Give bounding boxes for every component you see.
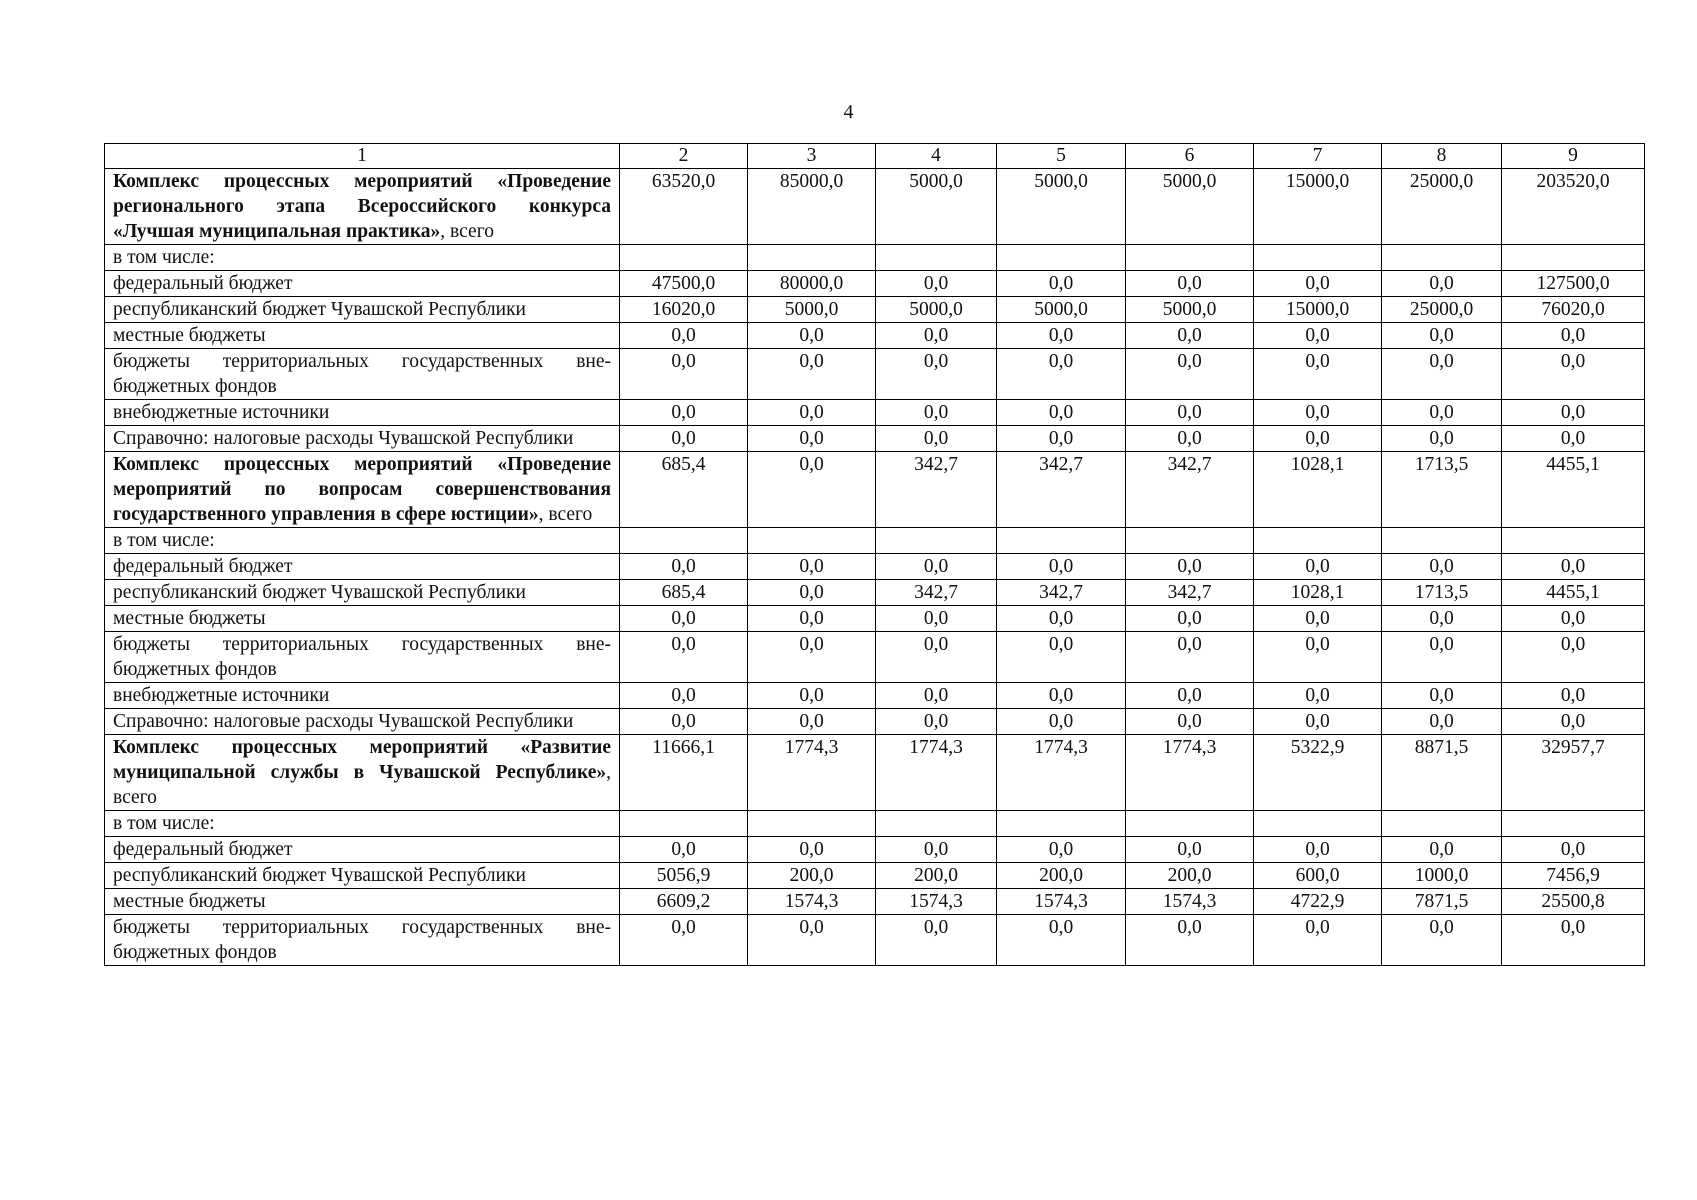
- value-cell: 4455,1: [1502, 580, 1645, 606]
- value-cell: 0,0: [620, 400, 748, 426]
- value-cell: 0,0: [748, 452, 876, 528]
- value-cell: 0,0: [1502, 683, 1645, 709]
- value-cell: 0,0: [1502, 426, 1645, 452]
- value-cell: 0,0: [876, 683, 997, 709]
- value-cell: 0,0: [1502, 554, 1645, 580]
- value-cell: 0,0: [1382, 632, 1502, 683]
- column-number-header-row: [105, 144, 1645, 169]
- value-cell: 0,0: [1254, 349, 1382, 400]
- value-cell: 0,0: [748, 400, 876, 426]
- including-label: в том числе:: [105, 528, 620, 554]
- budget-source-row: [105, 863, 1645, 889]
- section-title-suffix: , всего: [440, 221, 494, 242]
- value-cell: 0,0: [876, 606, 997, 632]
- value-cell: 200,0: [748, 863, 876, 889]
- value-cell: 0,0: [620, 323, 748, 349]
- value-cell: 0,0: [997, 709, 1126, 735]
- value-cell: 0,0: [876, 915, 997, 966]
- section-title-cell: [105, 169, 620, 245]
- value-cell: 5056,9: [620, 863, 748, 889]
- value-cell: 0,0: [1254, 915, 1382, 966]
- budget-source-label: федеральный бюджет: [105, 554, 620, 580]
- value-cell: 1028,1: [1254, 580, 1382, 606]
- value-cell: 0,0: [1126, 271, 1254, 297]
- value-cell: 0,0: [1502, 632, 1645, 683]
- value-cell: 0,0: [1254, 271, 1382, 297]
- value-cell: 0,0: [1126, 606, 1254, 632]
- budget-source-row: [105, 426, 1645, 452]
- section-title-cell: [105, 735, 620, 811]
- value-cell: 0,0: [620, 915, 748, 966]
- value-cell: 0,0: [748, 349, 876, 400]
- value-cell: 1713,5: [1382, 452, 1502, 528]
- section-total-row: [105, 452, 1645, 528]
- section-title: Комплекс процессных мероприятий «Проведение мероприятий по вопросам совершенствования государственного управления в сфере юстиции»: [113, 454, 611, 525]
- value-cell: 5000,0: [748, 297, 876, 323]
- value-cell: 7456,9: [1502, 863, 1645, 889]
- value-cell: 0,0: [1126, 632, 1254, 683]
- value-cell: 0,0: [748, 606, 876, 632]
- value-cell: 0,0: [748, 683, 876, 709]
- value-cell: 5000,0: [1126, 169, 1254, 245]
- budget-source-row: [105, 606, 1645, 632]
- value-cell: 342,7: [876, 580, 997, 606]
- budget-source-label: бюджеты территориальных государственных внебюджетных фондов: [105, 349, 620, 400]
- budget-source-row: [105, 889, 1645, 915]
- value-cell: 15000,0: [1254, 169, 1382, 245]
- value-cell: 0,0: [876, 349, 997, 400]
- empty-cell: [1254, 528, 1382, 554]
- value-cell: 0,0: [748, 580, 876, 606]
- value-cell: 0,0: [1126, 709, 1254, 735]
- value-cell: 0,0: [748, 837, 876, 863]
- column-number-header: 2: [620, 144, 748, 169]
- value-cell: 0,0: [1126, 554, 1254, 580]
- value-cell: 1574,3: [997, 889, 1126, 915]
- budget-source-row: [105, 554, 1645, 580]
- value-cell: 1774,3: [748, 735, 876, 811]
- including-row: [105, 245, 1645, 271]
- empty-cell: [748, 811, 876, 837]
- section-title-suffix: , всего: [113, 762, 611, 808]
- empty-cell: [748, 245, 876, 271]
- column-number-header: 5: [997, 144, 1126, 169]
- value-cell: 0,0: [1126, 426, 1254, 452]
- budget-source-label: местные бюджеты: [105, 889, 620, 915]
- value-cell: 0,0: [620, 837, 748, 863]
- value-cell: 127500,0: [1502, 271, 1645, 297]
- value-cell: 0,0: [1254, 426, 1382, 452]
- value-cell: 0,0: [997, 400, 1126, 426]
- value-cell: 0,0: [1126, 323, 1254, 349]
- value-cell: 1774,3: [1126, 735, 1254, 811]
- empty-cell: [997, 245, 1126, 271]
- budget-source-row: [105, 323, 1645, 349]
- value-cell: 0,0: [1382, 915, 1502, 966]
- value-cell: 1774,3: [997, 735, 1126, 811]
- value-cell: 200,0: [876, 863, 997, 889]
- value-cell: 600,0: [1254, 863, 1382, 889]
- value-cell: 0,0: [1382, 683, 1502, 709]
- value-cell: 5000,0: [876, 297, 997, 323]
- value-cell: 0,0: [876, 323, 997, 349]
- budget-source-label: федеральный бюджет: [105, 271, 620, 297]
- empty-cell: [1382, 528, 1502, 554]
- value-cell: 0,0: [620, 349, 748, 400]
- value-cell: 85000,0: [748, 169, 876, 245]
- value-cell: 0,0: [1382, 400, 1502, 426]
- value-cell: 0,0: [1126, 400, 1254, 426]
- section-title-cell: [105, 452, 620, 528]
- value-cell: 0,0: [997, 683, 1126, 709]
- budget-source-label: республиканский бюджет Чувашской Республики: [105, 297, 620, 323]
- value-cell: 16020,0: [620, 297, 748, 323]
- column-number-header: 8: [1382, 144, 1502, 169]
- value-cell: 1574,3: [1126, 889, 1254, 915]
- empty-cell: [1254, 245, 1382, 271]
- value-cell: 0,0: [876, 632, 997, 683]
- budget-source-label: федеральный бюджет: [105, 837, 620, 863]
- value-cell: 685,4: [620, 580, 748, 606]
- value-cell: 0,0: [997, 606, 1126, 632]
- budget-source-row: [105, 400, 1645, 426]
- value-cell: 342,7: [1126, 452, 1254, 528]
- value-cell: 80000,0: [748, 271, 876, 297]
- value-cell: 76020,0: [1502, 297, 1645, 323]
- value-cell: 0,0: [1502, 837, 1645, 863]
- value-cell: 11666,1: [620, 735, 748, 811]
- value-cell: 0,0: [876, 837, 997, 863]
- value-cell: 47500,0: [620, 271, 748, 297]
- value-cell: 6609,2: [620, 889, 748, 915]
- budget-table-body: [105, 144, 1645, 966]
- budget-source-row: [105, 349, 1645, 400]
- value-cell: 0,0: [1502, 323, 1645, 349]
- value-cell: 0,0: [620, 606, 748, 632]
- budget-source-label: местные бюджеты: [105, 606, 620, 632]
- value-cell: 0,0: [1126, 683, 1254, 709]
- value-cell: 0,0: [1254, 323, 1382, 349]
- value-cell: 0,0: [1382, 349, 1502, 400]
- value-cell: 0,0: [620, 683, 748, 709]
- budget-source-label: местные бюджеты: [105, 323, 620, 349]
- budget-source-label: Справочно: налоговые расходы Чувашской Республики: [105, 709, 620, 735]
- empty-cell: [876, 245, 997, 271]
- value-cell: 5000,0: [876, 169, 997, 245]
- value-cell: 0,0: [997, 554, 1126, 580]
- value-cell: 0,0: [1126, 915, 1254, 966]
- value-cell: 0,0: [1382, 323, 1502, 349]
- including-label: в том числе:: [105, 811, 620, 837]
- value-cell: 342,7: [997, 452, 1126, 528]
- empty-cell: [1126, 245, 1254, 271]
- value-cell: 0,0: [1126, 349, 1254, 400]
- value-cell: 0,0: [1254, 554, 1382, 580]
- value-cell: 0,0: [748, 323, 876, 349]
- value-cell: 0,0: [997, 349, 1126, 400]
- budget-source-row: [105, 297, 1645, 323]
- empty-cell: [876, 811, 997, 837]
- value-cell: 0,0: [620, 632, 748, 683]
- value-cell: 0,0: [997, 323, 1126, 349]
- budget-source-label: бюджеты территориальных государственных внебюджетных фондов: [105, 915, 620, 966]
- budget-source-row: [105, 580, 1645, 606]
- empty-cell: [997, 528, 1126, 554]
- value-cell: 1000,0: [1382, 863, 1502, 889]
- budget-source-row: [105, 683, 1645, 709]
- value-cell: 0,0: [1502, 349, 1645, 400]
- value-cell: 342,7: [1126, 580, 1254, 606]
- budget-table: [104, 143, 1645, 966]
- value-cell: 4722,9: [1254, 889, 1382, 915]
- budget-source-row: [105, 632, 1645, 683]
- value-cell: 1713,5: [1382, 580, 1502, 606]
- value-cell: 0,0: [748, 554, 876, 580]
- empty-cell: [620, 245, 748, 271]
- value-cell: 0,0: [620, 709, 748, 735]
- budget-source-label: внебюджетные источники: [105, 683, 620, 709]
- empty-cell: [748, 528, 876, 554]
- value-cell: 5322,9: [1254, 735, 1382, 811]
- value-cell: 0,0: [876, 426, 997, 452]
- value-cell: 4455,1: [1502, 452, 1645, 528]
- column-number-header: 3: [748, 144, 876, 169]
- section-total-row: [105, 169, 1645, 245]
- empty-cell: [1502, 245, 1645, 271]
- value-cell: 1774,3: [876, 735, 997, 811]
- budget-source-label: внебюджетные источники: [105, 400, 620, 426]
- value-cell: 32957,7: [1502, 735, 1645, 811]
- value-cell: 0,0: [748, 632, 876, 683]
- value-cell: 0,0: [1254, 606, 1382, 632]
- value-cell: 0,0: [1254, 400, 1382, 426]
- value-cell: 25500,8: [1502, 889, 1645, 915]
- column-number-header: 7: [1254, 144, 1382, 169]
- empty-cell: [1126, 528, 1254, 554]
- value-cell: 25000,0: [1382, 169, 1502, 245]
- value-cell: 203520,0: [1502, 169, 1645, 245]
- value-cell: 0,0: [1254, 632, 1382, 683]
- empty-cell: [620, 528, 748, 554]
- value-cell: 0,0: [997, 632, 1126, 683]
- value-cell: 0,0: [1126, 837, 1254, 863]
- section-title: Комплекс процессных мероприятий «Развитие муниципальной службы в Чувашской Республике»: [113, 737, 611, 783]
- page-number: 4: [843, 101, 854, 123]
- empty-cell: [1502, 811, 1645, 837]
- value-cell: 0,0: [997, 271, 1126, 297]
- budget-source-row: [105, 837, 1645, 863]
- value-cell: 0,0: [748, 915, 876, 966]
- value-cell: 5000,0: [1126, 297, 1254, 323]
- column-number-header: 9: [1502, 144, 1645, 169]
- value-cell: 0,0: [620, 554, 748, 580]
- value-cell: 0,0: [997, 426, 1126, 452]
- value-cell: 25000,0: [1382, 297, 1502, 323]
- value-cell: 685,4: [620, 452, 748, 528]
- value-cell: 0,0: [1502, 915, 1645, 966]
- section-title: Комплекс процессных мероприятий «Проведение регионального этапа Всероссийского конкурса «Лучшая муниципальная практика»: [113, 171, 611, 242]
- section-title-suffix: , всего: [538, 504, 593, 525]
- empty-cell: [620, 811, 748, 837]
- value-cell: 63520,0: [620, 169, 748, 245]
- value-cell: 0,0: [876, 709, 997, 735]
- value-cell: 0,0: [1382, 554, 1502, 580]
- value-cell: 0,0: [748, 709, 876, 735]
- value-cell: 0,0: [1382, 837, 1502, 863]
- value-cell: 0,0: [748, 426, 876, 452]
- budget-source-label: бюджеты территориальных государственных внебюджетных фондов: [105, 632, 620, 683]
- value-cell: 0,0: [1254, 709, 1382, 735]
- value-cell: 200,0: [997, 863, 1126, 889]
- value-cell: 0,0: [1502, 400, 1645, 426]
- column-number-header: 6: [1126, 144, 1254, 169]
- value-cell: 0,0: [1502, 709, 1645, 735]
- budget-source-label: республиканский бюджет Чувашской Республики: [105, 580, 620, 606]
- value-cell: 200,0: [1126, 863, 1254, 889]
- value-cell: 1574,3: [748, 889, 876, 915]
- value-cell: 0,0: [876, 400, 997, 426]
- value-cell: 1574,3: [876, 889, 997, 915]
- empty-cell: [876, 528, 997, 554]
- value-cell: 15000,0: [1254, 297, 1382, 323]
- empty-cell: [1254, 811, 1382, 837]
- value-cell: 1028,1: [1254, 452, 1382, 528]
- column-number-header: 1: [105, 144, 620, 169]
- value-cell: 0,0: [997, 915, 1126, 966]
- value-cell: 0,0: [997, 837, 1126, 863]
- value-cell: 5000,0: [997, 297, 1126, 323]
- budget-source-row: [105, 271, 1645, 297]
- value-cell: 0,0: [1382, 606, 1502, 632]
- empty-cell: [1382, 811, 1502, 837]
- value-cell: 0,0: [1382, 271, 1502, 297]
- value-cell: 0,0: [1254, 837, 1382, 863]
- value-cell: 0,0: [1382, 709, 1502, 735]
- value-cell: 0,0: [876, 554, 997, 580]
- section-total-row: [105, 735, 1645, 811]
- budget-source-row: [105, 709, 1645, 735]
- value-cell: 7871,5: [1382, 889, 1502, 915]
- empty-cell: [997, 811, 1126, 837]
- value-cell: 0,0: [1382, 426, 1502, 452]
- empty-cell: [1502, 528, 1645, 554]
- budget-source-row: [105, 915, 1645, 966]
- value-cell: 0,0: [1254, 683, 1382, 709]
- value-cell: 0,0: [876, 271, 997, 297]
- budget-source-label: республиканский бюджет Чувашской Республики: [105, 863, 620, 889]
- value-cell: 0,0: [620, 426, 748, 452]
- value-cell: 342,7: [997, 580, 1126, 606]
- value-cell: 342,7: [876, 452, 997, 528]
- budget-source-label: Справочно: налоговые расходы Чувашской Республики: [105, 426, 620, 452]
- including-row: [105, 528, 1645, 554]
- including-label: в том числе:: [105, 245, 620, 271]
- empty-cell: [1382, 245, 1502, 271]
- empty-cell: [1126, 811, 1254, 837]
- column-number-header: 4: [876, 144, 997, 169]
- value-cell: 0,0: [1502, 606, 1645, 632]
- value-cell: 8871,5: [1382, 735, 1502, 811]
- value-cell: 5000,0: [997, 169, 1126, 245]
- including-row: [105, 811, 1645, 837]
